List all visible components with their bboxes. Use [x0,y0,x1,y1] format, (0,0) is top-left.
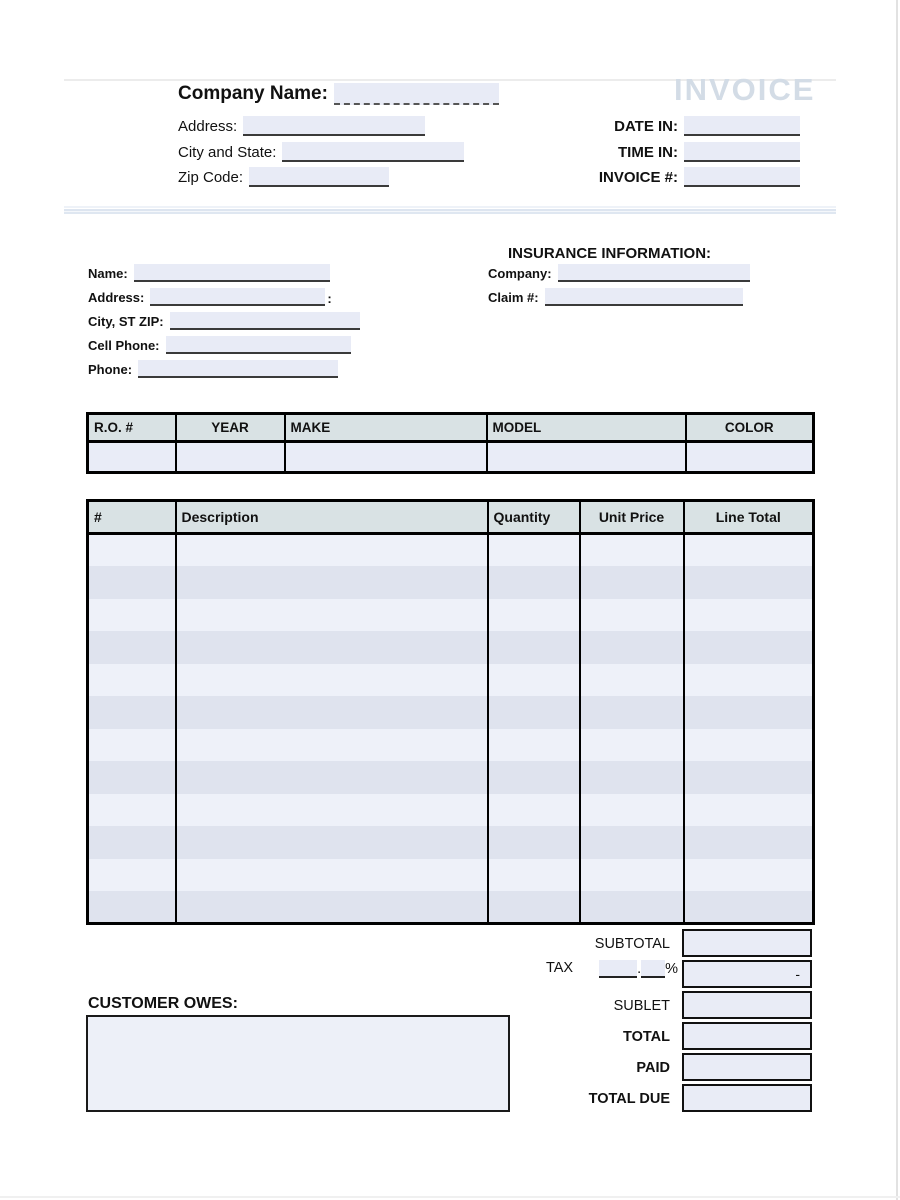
company-address-field[interactable] [243,116,425,136]
items-header-number: # [88,501,176,534]
customer-phone-field[interactable] [138,360,338,378]
vehicle-header-make: MAKE [285,414,487,442]
page-edge-right-line [896,0,898,1200]
header-divider-rule [64,206,836,217]
items-row [88,566,814,599]
insurance-company-label: Company: [488,266,552,281]
items-row [88,534,814,567]
items-cell[interactable] [684,891,814,924]
items-cell[interactable] [176,761,488,794]
items-cell[interactable] [88,696,176,729]
insurance-claim-row [488,288,743,306]
date-in-field[interactable] [684,116,800,136]
items-cell[interactable] [88,859,176,892]
company-name-field[interactable] [334,83,499,105]
vehicle-table-row [88,442,814,473]
items-cell[interactable] [488,859,580,892]
vehicle-cell-model[interactable] [487,442,686,473]
vehicle-table-header-row [88,414,814,442]
items-cell[interactable] [88,631,176,664]
subtotal-label: SUBTOTAL [594,936,670,952]
customer-phone-row [88,360,338,378]
items-cell[interactable] [684,566,814,599]
items-row [88,631,814,664]
time-in-row [548,142,800,162]
items-row [88,696,814,729]
items-cell[interactable] [176,566,488,599]
items-cell[interactable] [580,891,684,924]
company-name-label: Company Name: [178,83,328,104]
vehicle-table [86,412,815,474]
items-cell[interactable] [580,599,684,632]
items-cell[interactable] [684,664,814,697]
line-items-table [86,499,815,925]
vehicle-header-color: COLOR [686,414,814,442]
items-cell[interactable] [684,599,814,632]
date-in-row [548,116,800,136]
customer-cell-phone-row [88,336,351,354]
sublet-label: SUBLET [613,998,670,1014]
vehicle-cell-ro[interactable] [88,442,176,473]
company-zip-field[interactable] [249,167,389,187]
items-cell[interactable] [176,794,488,827]
customer-address-field[interactable] [150,288,325,306]
items-cell[interactable] [88,794,176,827]
items-cell[interactable] [580,566,684,599]
items-cell[interactable] [176,664,488,697]
items-cell[interactable] [488,794,580,827]
items-cell[interactable] [488,891,580,924]
total-label: TOTAL [623,1029,670,1045]
invoice-watermark: INVOICE [674,72,816,107]
sublet-value-box[interactable] [682,991,812,1019]
vehicle-header-year: YEAR [176,414,285,442]
company-zip-label: Zip Code: [178,169,244,186]
items-cell[interactable] [488,696,580,729]
company-name-row [178,83,499,105]
items-cell[interactable] [176,599,488,632]
items-cell[interactable] [684,696,814,729]
customer-address-colon: : [327,291,332,306]
company-address-label: Address: [178,118,238,135]
items-cell[interactable] [88,664,176,697]
company-city-state-row [178,142,464,162]
items-cell[interactable] [488,729,580,762]
items-cell[interactable] [488,826,580,859]
company-zip-row [178,167,389,187]
tax-decimal-point: . [637,961,642,977]
page-edge-bottom-line [0,1196,900,1198]
items-cell[interactable] [88,566,176,599]
items-cell[interactable] [176,891,488,924]
items-cell[interactable] [580,729,684,762]
tax-label: TAX [545,960,574,976]
items-cell[interactable] [684,859,814,892]
items-header-line-total: Line Total [684,501,814,534]
items-row [88,891,814,924]
company-city-state-field[interactable] [282,142,464,162]
items-cell[interactable] [88,761,176,794]
items-cell[interactable] [580,826,684,859]
items-cell[interactable] [684,826,814,859]
items-row [88,729,814,762]
tax-percent-sign: % [665,961,678,977]
items-row [88,826,814,859]
time-in-label: TIME IN: [618,144,678,161]
insurance-company-field[interactable] [558,264,750,282]
insurance-claim-label: Claim #: [488,290,539,305]
items-cell[interactable] [488,599,580,632]
items-cell[interactable] [176,729,488,762]
subtotal-value-box[interactable] [682,929,812,957]
items-cell[interactable] [488,631,580,664]
tax-whole-field[interactable] [599,960,637,978]
items-cell[interactable] [684,761,814,794]
items-cell[interactable] [580,761,684,794]
customer-owes-label: CUSTOMER OWES: [88,995,238,1012]
vehicle-header-ro: R.O. # [88,414,176,442]
paid-label: PAID [636,1060,670,1076]
customer-phone-label: Phone: [88,362,133,377]
insurance-claim-field[interactable] [545,288,743,306]
items-cell[interactable] [88,534,176,567]
items-cell[interactable] [88,729,176,762]
tax-fraction-field[interactable] [641,960,665,978]
customer-name-field[interactable] [134,264,330,282]
items-cell[interactable] [580,859,684,892]
items-header-quantity: Quantity [488,501,580,534]
items-cell[interactable] [684,729,814,762]
items-cell[interactable] [488,761,580,794]
items-cell[interactable] [580,696,684,729]
items-cell[interactable] [580,664,684,697]
vehicle-cell-make[interactable] [285,442,487,473]
items-cell[interactable] [580,631,684,664]
customer-name-label: Name: [88,266,128,281]
items-cell[interactable] [88,826,176,859]
customer-cell-phone-label: Cell Phone: [88,338,160,353]
items-row [88,599,814,632]
total-due-value-box[interactable] [682,1084,812,1112]
customer-city-label: City, ST ZIP: [88,314,164,329]
vehicle-cell-color[interactable] [686,442,814,473]
items-row [88,761,814,794]
items-cell[interactable] [176,696,488,729]
items-cell[interactable] [176,859,488,892]
customer-city-row [88,312,360,330]
customer-owes-box[interactable] [86,1015,510,1112]
items-header-description: Description [176,501,488,534]
customer-name-row [88,264,330,282]
items-cell[interactable] [88,891,176,924]
insurance-company-row [488,264,750,282]
invoice-number-field[interactable] [684,167,800,187]
total-value-box[interactable] [682,1022,812,1050]
items-cell[interactable] [684,794,814,827]
vehicle-cell-year[interactable] [176,442,285,473]
items-table-header-row [88,501,814,534]
items-row [88,664,814,697]
insurance-heading: INSURANCE INFORMATION: [508,245,712,262]
paid-value-box[interactable] [682,1053,812,1081]
company-address-row [178,116,425,136]
items-row [88,794,814,827]
items-cell[interactable] [88,599,176,632]
tax-row [400,958,678,978]
customer-cell-phone-field[interactable] [166,336,351,354]
company-city-state-label: City and State: [178,144,277,161]
items-cell[interactable] [488,534,580,567]
items-cell[interactable] [684,631,814,664]
items-cell[interactable] [488,664,580,697]
customer-address-label: Address: [88,290,145,305]
items-cell[interactable] [176,631,488,664]
invoice-number-row [548,167,800,187]
date-in-label: DATE IN: [614,118,678,135]
customer-city-field[interactable] [170,312,360,330]
items-header-unit-price: Unit Price [580,501,684,534]
items-row [88,859,814,892]
time-in-field[interactable] [684,142,800,162]
items-cell[interactable] [176,534,488,567]
items-cell[interactable] [684,534,814,567]
items-cell[interactable] [176,826,488,859]
total-due-label: TOTAL DUE [588,1091,670,1107]
items-cell[interactable] [580,794,684,827]
tax-value-box[interactable]: - [682,960,812,988]
items-cell[interactable] [580,534,684,567]
customer-address-row [88,288,332,306]
items-cell[interactable] [488,566,580,599]
invoice-number-label: INVOICE #: [598,169,678,186]
vehicle-header-model: MODEL [487,414,686,442]
